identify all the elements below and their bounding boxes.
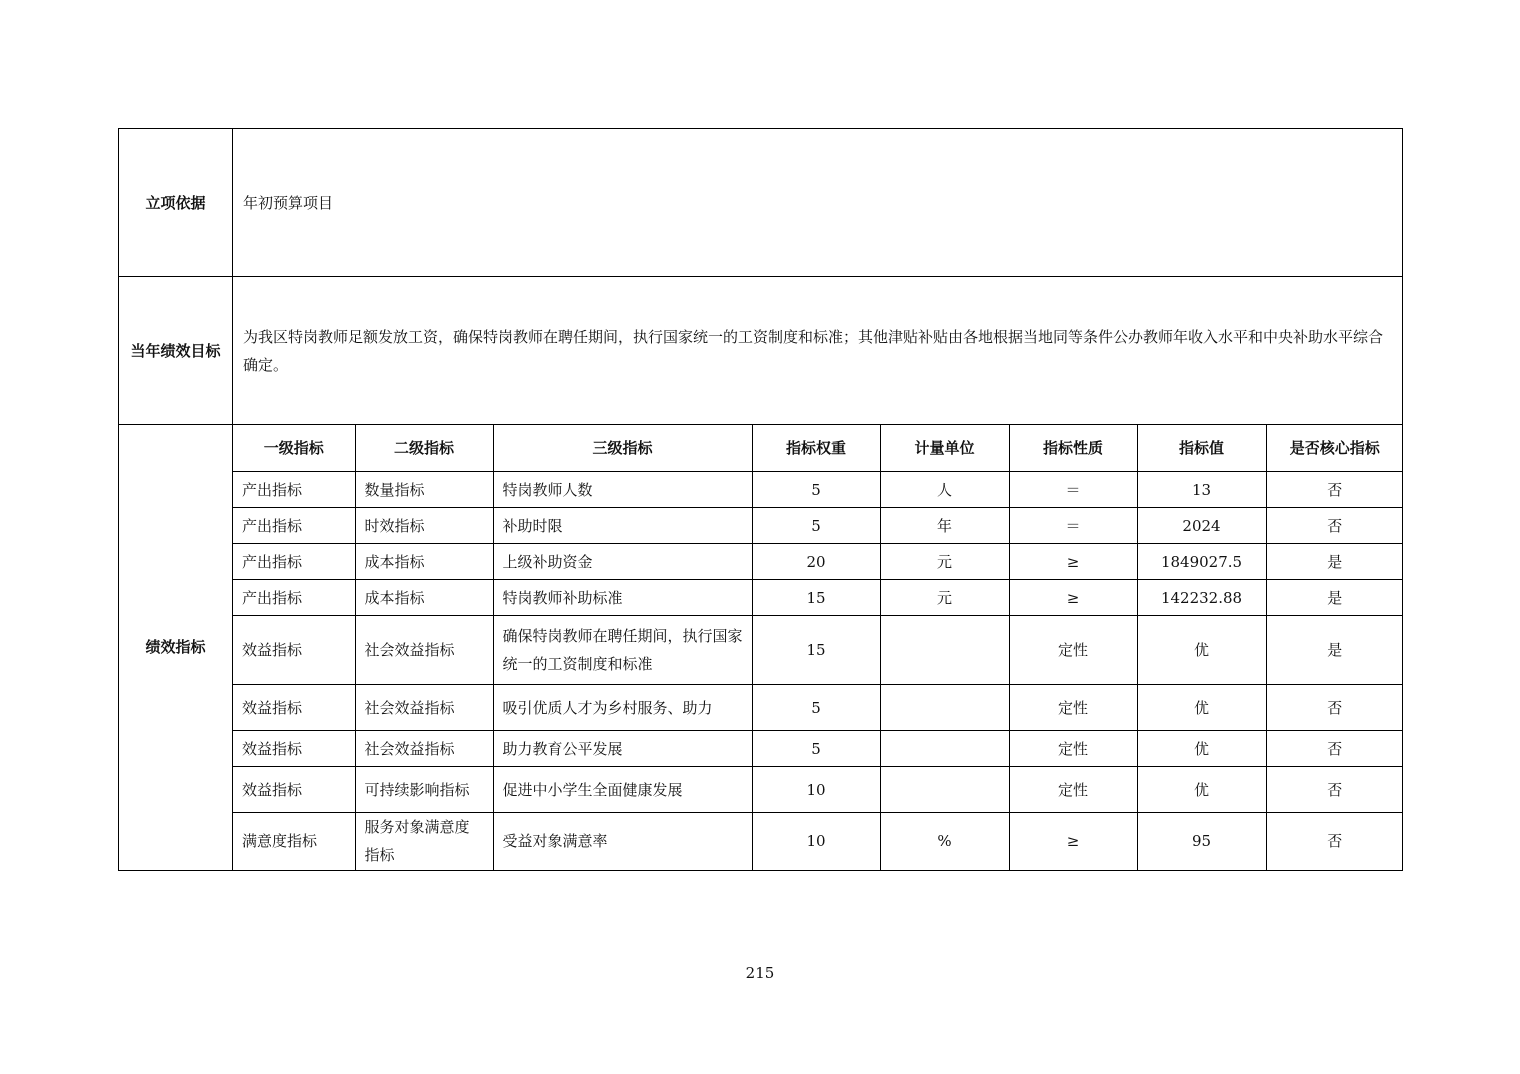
cell-value: 优: [1137, 731, 1266, 767]
cell-core: 是: [1266, 616, 1403, 685]
table-row: [233, 813, 1403, 870]
cell-level3: 受益对象满意率: [493, 813, 752, 870]
cell-level1: 效益指标: [233, 616, 355, 685]
table-row: [233, 508, 1403, 544]
header-level2: 二级指标: [355, 425, 493, 472]
cell-weight: 10: [752, 813, 880, 870]
cell-nature: ≥: [1009, 580, 1137, 616]
cell-weight: 5: [752, 685, 880, 731]
indicators-row: [119, 425, 1403, 871]
table-row: [233, 616, 1403, 685]
cell-weight: 15: [752, 616, 880, 685]
header-level1: 一级指标: [233, 425, 355, 472]
cell-level1: 效益指标: [233, 731, 355, 767]
cell-level2: 社会效益指标: [355, 616, 493, 685]
cell-weight: 5: [752, 508, 880, 544]
cell-level2: 可持续影响指标: [355, 767, 493, 813]
cell-level1: 满意度指标: [233, 813, 355, 870]
header-weight: 指标权重: [752, 425, 880, 472]
cell-unit: 人: [880, 472, 1009, 508]
cell-level3: 特岗教师人数: [493, 472, 752, 508]
cell-level1: 效益指标: [233, 685, 355, 731]
table-row: [233, 685, 1403, 731]
cell-unit: [880, 731, 1009, 767]
cell-level1: 产出指标: [233, 508, 355, 544]
cell-core: 否: [1266, 685, 1403, 731]
cell-level3: 促进中小学生全面健康发展: [493, 767, 752, 813]
cell-value: 优: [1137, 616, 1266, 685]
header-core: 是否核心指标: [1266, 425, 1403, 472]
annual-goal-value: 为我区特岗教师足额发放工资，确保特岗教师在聘任期间，执行国家统一的工资制度和标准；其他津贴补贴由各地根据当地同等条件公办教师年收入水平和中央补助水平综合确定。: [233, 277, 1403, 425]
basis-label: 立项依据: [119, 129, 233, 277]
cell-level2: 数量指标: [355, 472, 493, 508]
cell-core: 否: [1266, 508, 1403, 544]
table-row: [233, 731, 1403, 767]
annual-goal-row: [119, 277, 1403, 425]
cell-nature: 定性: [1009, 685, 1137, 731]
cell-level1: 产出指标: [233, 544, 355, 580]
cell-core: 是: [1266, 544, 1403, 580]
cell-level2: 社会效益指标: [355, 685, 493, 731]
annual-goal-label: 当年绩效目标: [119, 277, 233, 425]
cell-level2: 社会效益指标: [355, 731, 493, 767]
indicators-header-row: [233, 425, 1403, 472]
cell-core: 否: [1266, 731, 1403, 767]
performance-table: [118, 128, 1403, 871]
cell-core: 否: [1266, 767, 1403, 813]
cell-value: 1849027.5: [1137, 544, 1266, 580]
basis-row: [119, 129, 1403, 277]
table-row: [233, 472, 1403, 508]
cell-value: 95: [1137, 813, 1266, 870]
cell-level1: 产出指标: [233, 580, 355, 616]
cell-level1: 效益指标: [233, 767, 355, 813]
table-row: [233, 767, 1403, 813]
table-row: [233, 544, 1403, 580]
cell-nature: ≥: [1009, 544, 1137, 580]
header-nature: 指标性质: [1009, 425, 1137, 472]
indicators-label: 绩效指标: [119, 425, 233, 871]
cell-value: 优: [1137, 685, 1266, 731]
cell-nature: ≥: [1009, 813, 1137, 870]
table-row: [233, 580, 1403, 616]
cell-value: 优: [1137, 767, 1266, 813]
cell-value: 2024: [1137, 508, 1266, 544]
cell-level2: 成本指标: [355, 544, 493, 580]
cell-level3: 特岗教师补助标准: [493, 580, 752, 616]
cell-value: 142232.88: [1137, 580, 1266, 616]
cell-unit: [880, 685, 1009, 731]
cell-level1: 产出指标: [233, 472, 355, 508]
cell-level2: 时效指标: [355, 508, 493, 544]
cell-weight: 20: [752, 544, 880, 580]
indicators-cell: [233, 425, 1403, 871]
cell-nature: 定性: [1009, 616, 1137, 685]
cell-weight: 15: [752, 580, 880, 616]
basis-value: 年初预算项目: [233, 129, 1403, 277]
cell-unit: %: [880, 813, 1009, 870]
cell-unit: [880, 767, 1009, 813]
cell-level3: 上级补助资金: [493, 544, 752, 580]
cell-core: 否: [1266, 813, 1403, 870]
cell-unit: [880, 616, 1009, 685]
indicators-table: [233, 425, 1403, 870]
header-value: 指标值: [1137, 425, 1266, 472]
cell-level2: 成本指标: [355, 580, 493, 616]
cell-level3: 补助时限: [493, 508, 752, 544]
cell-weight: 5: [752, 731, 880, 767]
page-number: 215: [745, 964, 775, 982]
cell-unit: 元: [880, 544, 1009, 580]
cell-nature: ＝: [1009, 472, 1137, 508]
cell-nature: 定性: [1009, 767, 1137, 813]
cell-core: 是: [1266, 580, 1403, 616]
cell-weight: 5: [752, 472, 880, 508]
cell-level3: 确保特岗教师在聘任期间，执行国家统一的工资制度和标准: [493, 616, 752, 685]
cell-level3: 助力教育公平发展: [493, 731, 752, 767]
cell-level2: 服务对象满意度指标: [355, 813, 493, 870]
cell-unit: 年: [880, 508, 1009, 544]
cell-core: 否: [1266, 472, 1403, 508]
cell-value: 13: [1137, 472, 1266, 508]
cell-level3: 吸引优质人才为乡村服务、助力: [493, 685, 752, 731]
header-unit: 计量单位: [880, 425, 1009, 472]
cell-nature: ＝: [1009, 508, 1137, 544]
header-level3: 三级指标: [493, 425, 752, 472]
cell-unit: 元: [880, 580, 1009, 616]
cell-nature: 定性: [1009, 731, 1137, 767]
cell-weight: 10: [752, 767, 880, 813]
